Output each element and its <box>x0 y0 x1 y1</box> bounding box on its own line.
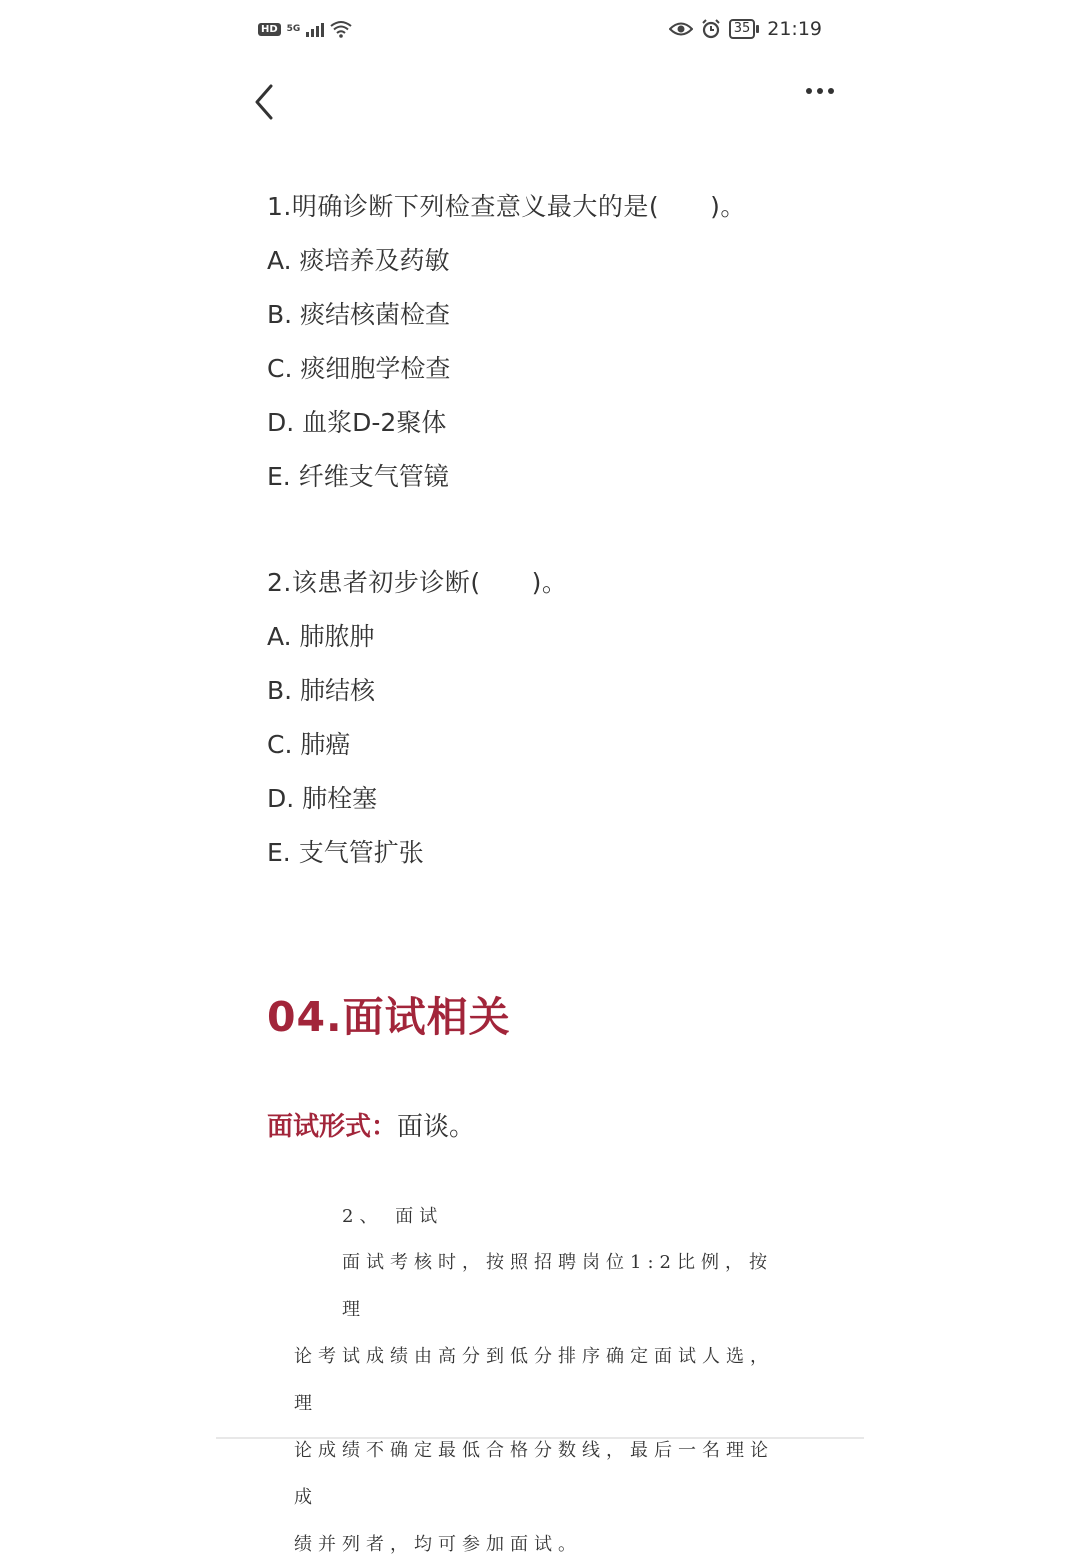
option: D. 肺栓塞 <box>267 784 378 813</box>
battery-icon <box>729 19 760 39</box>
doc-line: 论考试成绩由高分到低分排序确定面试人选，理 <box>294 1346 774 1414</box>
back-arrow-icon[interactable] <box>254 84 274 120</box>
battery-level: 35 <box>729 19 756 39</box>
option: C. 肺癌 <box>267 730 351 759</box>
question-list <box>267 180 837 880</box>
doc-heading: 2、 面试 <box>342 1206 444 1227</box>
option: A. 痰培养及药敏 <box>267 246 450 275</box>
option: B. 肺结核 <box>267 676 376 705</box>
format-label: 面试形式： <box>267 1112 398 1142</box>
section-title: 04.面试相关 <box>267 993 511 1041</box>
scanned-document <box>294 1195 794 1568</box>
status-right <box>669 18 822 40</box>
question-2 <box>267 556 837 880</box>
status-left <box>258 20 352 38</box>
option: E. 支气管扩张 <box>267 838 424 867</box>
screen <box>216 0 864 1555</box>
nav-bar <box>216 70 864 130</box>
hd-badge: HD <box>258 23 281 36</box>
question-title: 1.明确诊断下列检查意义最大的是( )。 <box>267 192 746 221</box>
signal-icon <box>306 21 324 37</box>
interview-format <box>267 1106 475 1143</box>
wifi-icon <box>330 20 352 38</box>
alarm-icon <box>701 19 721 39</box>
option: E. 纤维支气管镜 <box>267 462 449 491</box>
more-dots-icon[interactable] <box>806 88 834 94</box>
option: D. 血浆D-2聚体 <box>267 408 447 437</box>
option: B. 痰结核菌检查 <box>267 300 451 329</box>
option: A. 肺脓肿 <box>267 622 375 651</box>
doc-line: 论成绩不确定最低合格分数线，最后一名理论成 <box>294 1440 774 1508</box>
eye-icon <box>669 21 693 37</box>
option: C. 痰细胞学检查 <box>267 354 451 383</box>
question-1 <box>267 180 837 504</box>
network-label: 5G <box>286 24 301 34</box>
doc-line: 面试考核时，按照招聘岗位1:2比例，按理 <box>342 1252 773 1320</box>
question-title: 2.该患者初步诊断( )。 <box>267 568 568 597</box>
status-bar <box>216 14 864 48</box>
doc-line: 绩并列者，均可参加面试。 <box>294 1534 582 1555</box>
format-value: 面谈。 <box>397 1112 476 1142</box>
clock: 21:19 <box>767 18 822 40</box>
